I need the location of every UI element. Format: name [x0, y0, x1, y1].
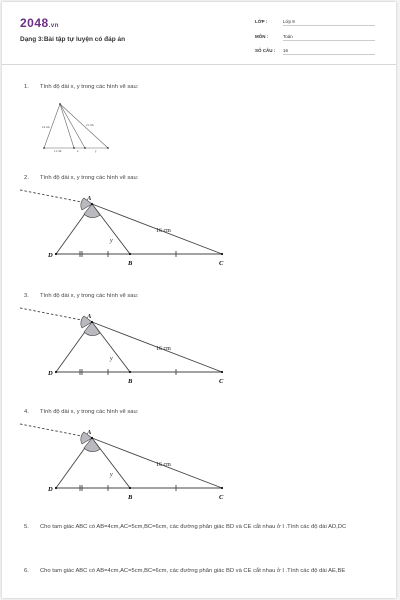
- fig3-point-d: D: [48, 370, 53, 377]
- question-2: 2. Tính độ dài x, y trong các hình vẽ sau:: [24, 175, 139, 181]
- fig1-label-y: y: [95, 149, 97, 153]
- fig4-point-d: D: [48, 486, 53, 493]
- question-1: 1. Tính độ dài x, y trong các hình vẽ sau:: [24, 84, 139, 90]
- question-4: 4. Tính độ dài x, y trong các hình vẽ sau:: [24, 409, 139, 415]
- fig4-point-a: A: [87, 429, 92, 436]
- fig3-point-a: A: [87, 313, 92, 320]
- question-5: 5. Cho tam giác ABC có AB=4cm,AC=5cm,BC=6cm, các đường phân giác BD và CE cắt nhau ở I .Tính các độ dài AD,DC: [24, 524, 347, 530]
- meta-class: LỚP : Lớp 8: [255, 19, 375, 26]
- fig1-label-14: 14 cm: [42, 125, 50, 129]
- fig3-point-c: C: [219, 378, 224, 385]
- fig1-label-21: 21 cm: [86, 123, 94, 127]
- fig1-label-11: 11 cm: [54, 149, 62, 153]
- figure-2: [14, 186, 224, 270]
- fig3-var-label: y: [110, 356, 113, 362]
- figure-3: [14, 304, 224, 388]
- meta-subject: MÔN : Toán: [255, 34, 375, 41]
- question-6: 6. Cho tam giác ABC có AB=4cm,AC=5cm,BC=6cm, các đường phân giác BD và CE cắt nhau ở I .Tính các độ dài AE,BE: [24, 568, 346, 574]
- fig3-side-label: 16 cm: [156, 346, 171, 352]
- page-title: Dạng 3:Bài tập tự luyện có đáp án: [20, 36, 126, 43]
- fig2-var-label: y: [110, 238, 113, 244]
- fig4-side-label: 16 cm: [156, 462, 171, 468]
- fig1-label-x: x: [77, 149, 79, 153]
- fig2-side-label: 16 cm: [156, 228, 171, 234]
- fig4-point-b: B: [128, 494, 133, 501]
- fig2-point-a: A: [87, 195, 92, 202]
- fig3-point-b: B: [128, 378, 133, 385]
- meta-question-count: SỐ CÂU : 16: [255, 48, 375, 55]
- fig2-point-d: D: [48, 252, 53, 259]
- page-header: [2, 2, 396, 65]
- fig4-point-c: C: [219, 494, 224, 501]
- fig4-var-label: y: [110, 472, 113, 478]
- fig2-point-c: C: [219, 260, 224, 267]
- figure-4: [14, 420, 224, 504]
- fig2-point-b: B: [128, 260, 133, 267]
- document-page: [2, 2, 396, 598]
- figure-1: [38, 96, 118, 156]
- site-logo[interactable]: 2048.vn: [20, 16, 59, 30]
- question-3: 3. Tính độ dài x, y trong các hình vẽ sau:: [24, 293, 139, 299]
